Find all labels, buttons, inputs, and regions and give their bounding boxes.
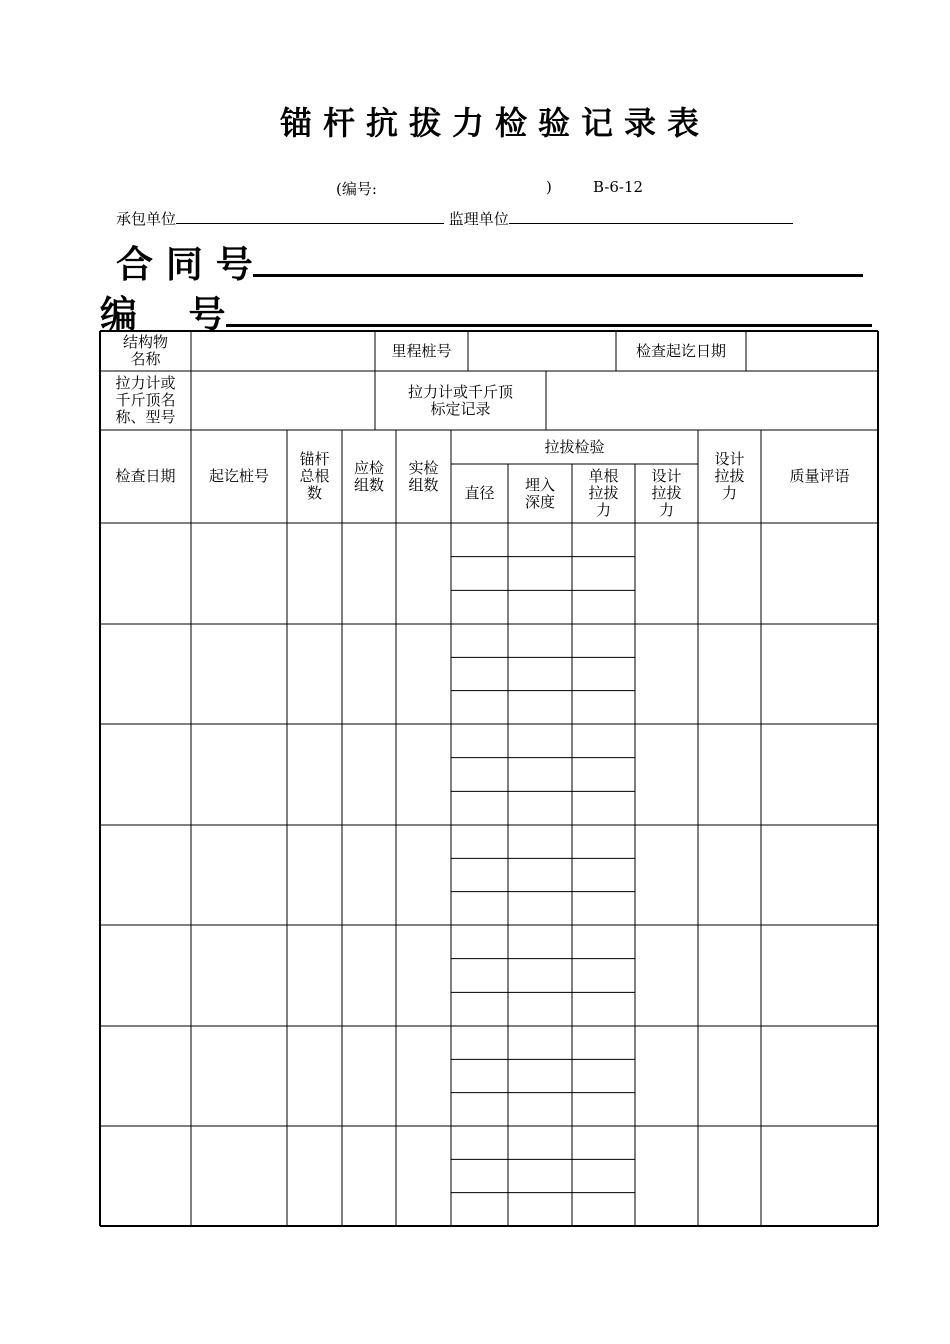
table-subcell[interactable]	[451, 557, 508, 591]
table-cell[interactable]	[698, 1026, 761, 1126]
table-cell[interactable]	[635, 724, 698, 825]
table-subcell[interactable]	[451, 624, 508, 657]
table-cell[interactable]	[761, 1026, 878, 1126]
table-subcell[interactable]	[508, 791, 572, 825]
table-subcell[interactable]	[451, 657, 508, 690]
table-subcell[interactable]	[572, 657, 635, 690]
table-subcell[interactable]	[508, 992, 572, 1026]
table-cell[interactable]	[698, 925, 761, 1026]
table-cell[interactable]	[191, 724, 287, 825]
table-subcell[interactable]	[572, 1159, 635, 1192]
table-subcell[interactable]	[508, 590, 572, 624]
calibration-label: 拉力计或千斤顶 标定记录	[407, 382, 513, 418]
table-cell[interactable]	[761, 523, 878, 624]
table-subcell[interactable]	[508, 1026, 572, 1059]
table-subcell[interactable]	[508, 624, 572, 657]
table-subcell[interactable]	[572, 791, 635, 825]
table-subcell[interactable]	[451, 1159, 508, 1192]
contract-label: 合 同 号	[116, 243, 253, 286]
table-subcell[interactable]	[572, 557, 635, 591]
table-cell[interactable]	[287, 724, 342, 825]
table-cell[interactable]	[342, 1126, 396, 1226]
table-subcell[interactable]	[572, 992, 635, 1026]
table-cell[interactable]	[396, 825, 451, 925]
structure-name-label: 结构物 名称	[122, 333, 168, 368]
table-cell[interactable]	[698, 624, 761, 724]
table-cell[interactable]	[698, 724, 761, 825]
table-subcell[interactable]	[508, 724, 572, 758]
table-cell[interactable]	[342, 624, 396, 724]
table-subcell[interactable]	[451, 892, 508, 925]
table-subcell[interactable]	[508, 1159, 572, 1192]
table-cell[interactable]	[635, 825, 698, 925]
table-cell[interactable]	[396, 523, 451, 624]
table-subcell[interactable]	[572, 523, 635, 557]
structure-name-field[interactable]	[191, 331, 375, 371]
col-due-groups: 应检 组数	[353, 458, 384, 494]
table-subcell[interactable]	[508, 1193, 572, 1226]
table-subcell[interactable]	[508, 959, 572, 993]
col-diameter: 直径	[464, 484, 495, 502]
contractor-label: 承包单位	[116, 210, 177, 228]
table-cell[interactable]	[342, 1026, 396, 1126]
table-subcell[interactable]	[572, 1193, 635, 1226]
number-label: (编号:	[336, 180, 377, 198]
table-cell[interactable]	[191, 1026, 287, 1126]
table-subcell[interactable]	[572, 1059, 635, 1092]
col-single-pullout: 单根 拉拔 力	[588, 467, 619, 519]
gauge-name-label: 拉力计或 千斤顶名 称、型号	[115, 374, 176, 426]
table-subcell[interactable]	[451, 992, 508, 1026]
table-subcell[interactable]	[451, 1193, 508, 1226]
serial-label: 编 号	[100, 293, 226, 336]
table-subcell[interactable]	[572, 1126, 635, 1159]
table-subcell[interactable]	[572, 691, 635, 724]
table-cell[interactable]	[100, 523, 191, 624]
table-cell[interactable]	[396, 724, 451, 825]
col-design-pullout-inner: 设计 拉拔 力	[651, 467, 682, 519]
supervisor-label: 监理单位	[448, 210, 509, 228]
table-subcell[interactable]	[572, 825, 635, 858]
table-cell[interactable]	[100, 724, 191, 825]
table-cell[interactable]	[635, 523, 698, 624]
table-cell[interactable]	[287, 825, 342, 925]
table-cell[interactable]	[635, 1126, 698, 1226]
table-subcell[interactable]	[451, 858, 508, 891]
table-subcell[interactable]	[451, 724, 508, 758]
table-cell[interactable]	[761, 724, 878, 825]
table-subcell[interactable]	[508, 691, 572, 724]
col-pullout-group: 拉拔检验	[544, 437, 605, 456]
table-subcell[interactable]	[451, 1093, 508, 1126]
table-cell[interactable]	[100, 1126, 191, 1226]
table-subcell[interactable]	[572, 925, 635, 959]
table-cell[interactable]	[191, 624, 287, 724]
table-subcell[interactable]	[572, 1093, 635, 1126]
col-actual-groups: 实检 组数	[408, 458, 439, 494]
table-cell[interactable]	[396, 1126, 451, 1226]
table-subcell[interactable]	[508, 858, 572, 891]
table-subcell[interactable]	[572, 892, 635, 925]
number-close: )	[546, 178, 552, 196]
table-subcell[interactable]	[451, 1126, 508, 1159]
col-quality: 质量评语	[789, 467, 850, 485]
table-subcell[interactable]	[451, 523, 508, 557]
col-pile-range: 起讫桩号	[208, 467, 269, 485]
table-cell[interactable]	[698, 1126, 761, 1226]
table-subcell[interactable]	[572, 959, 635, 993]
table-cell[interactable]	[287, 925, 342, 1026]
table-cell[interactable]	[698, 523, 761, 624]
table-cell[interactable]	[287, 624, 342, 724]
calibration-field[interactable]	[546, 371, 878, 430]
table-cell[interactable]	[396, 925, 451, 1026]
date-range-field[interactable]	[746, 331, 878, 371]
table-cell[interactable]	[287, 1126, 342, 1226]
table-cell[interactable]	[342, 724, 396, 825]
table-subcell[interactable]	[451, 1026, 508, 1059]
table-cell[interactable]	[761, 925, 878, 1026]
col-design-pullout: 设计 拉拔 力	[714, 450, 745, 502]
table-cell[interactable]	[635, 624, 698, 724]
table-subcell[interactable]	[451, 959, 508, 993]
table-cell[interactable]	[761, 1126, 878, 1226]
date-range-label: 检查起讫日期	[635, 341, 726, 360]
table-subcell[interactable]	[572, 1026, 635, 1059]
table-subcell[interactable]	[508, 892, 572, 925]
table-subcell[interactable]	[451, 691, 508, 724]
table-cell[interactable]	[342, 825, 396, 925]
table-cell[interactable]	[100, 925, 191, 1026]
table-cell[interactable]	[635, 925, 698, 1026]
table-cell[interactable]	[191, 925, 287, 1026]
table-cell[interactable]	[761, 624, 878, 724]
table-cell[interactable]	[396, 1026, 451, 1126]
table-cell[interactable]	[396, 624, 451, 724]
table-cell[interactable]	[342, 523, 396, 624]
table-subcell[interactable]	[572, 590, 635, 624]
table-subcell[interactable]	[451, 825, 508, 858]
table-subcell[interactable]	[508, 1093, 572, 1126]
table-cell[interactable]	[761, 825, 878, 925]
gauge-name-field[interactable]	[191, 371, 375, 430]
table-subcell[interactable]	[508, 1059, 572, 1092]
table-cell[interactable]	[100, 624, 191, 724]
col-total-count: 锚杆 总根 数	[299, 450, 330, 502]
table-cell[interactable]	[100, 1026, 191, 1126]
table-subcell[interactable]	[508, 925, 572, 959]
table-subcell[interactable]	[508, 523, 572, 557]
table-cell[interactable]	[635, 1026, 698, 1126]
table-subcell[interactable]	[572, 624, 635, 657]
table-cell[interactable]	[100, 825, 191, 925]
table-subcell[interactable]	[451, 758, 508, 792]
table-cell[interactable]	[191, 1126, 287, 1226]
col-depth: 埋入 深度	[524, 475, 555, 511]
table-cell[interactable]	[191, 523, 287, 624]
page-title: 锚杆抗拔力检验记录表	[279, 104, 710, 142]
table-subcell[interactable]	[508, 1126, 572, 1159]
table-cell[interactable]	[287, 1026, 342, 1126]
table-subcell[interactable]	[572, 858, 635, 891]
table-subcell[interactable]	[508, 825, 572, 858]
table-subcell[interactable]	[451, 925, 508, 959]
form-code: B-6-12	[593, 178, 644, 196]
table-subcell[interactable]	[572, 724, 635, 758]
table-subcell[interactable]	[508, 557, 572, 591]
col-check-date: 检查日期	[115, 467, 176, 485]
table-subcell[interactable]	[508, 758, 572, 792]
table-subcell[interactable]	[451, 1059, 508, 1092]
table-subcell[interactable]	[508, 657, 572, 690]
table-subcell[interactable]	[572, 758, 635, 792]
table-subcell[interactable]	[451, 590, 508, 624]
mileage-label: 里程桩号	[391, 341, 452, 360]
table-cell[interactable]	[287, 523, 342, 624]
table-cell[interactable]	[342, 925, 396, 1026]
table-subcell[interactable]	[451, 791, 508, 825]
table-cell[interactable]	[191, 825, 287, 925]
table-cell[interactable]	[698, 825, 761, 925]
mileage-field[interactable]	[468, 331, 616, 371]
